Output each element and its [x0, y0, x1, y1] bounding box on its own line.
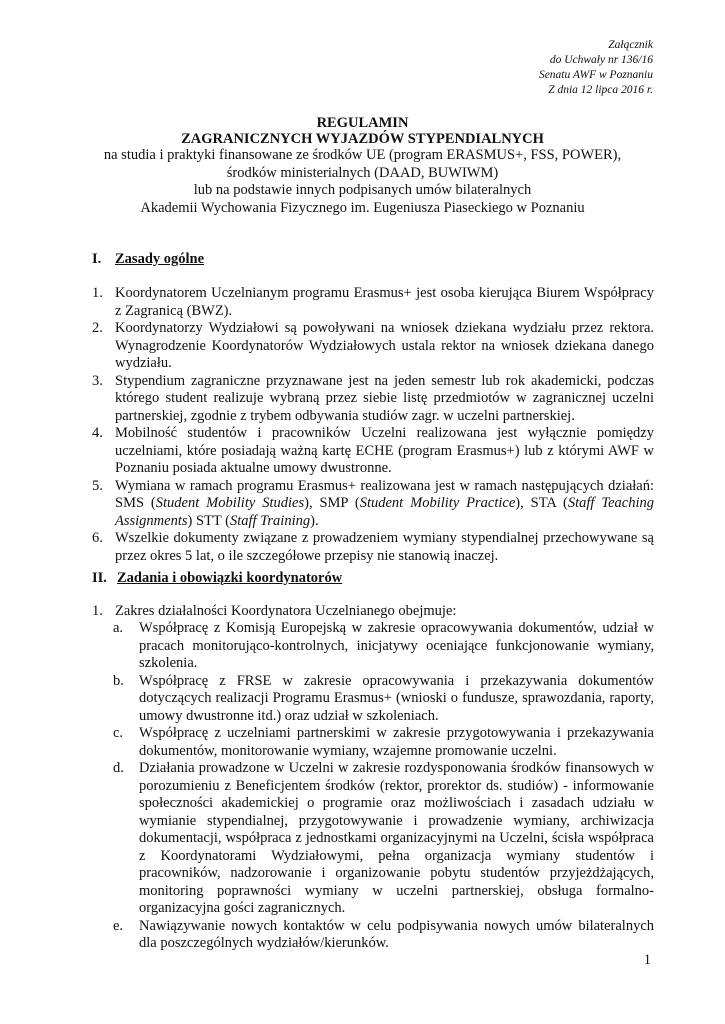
sub-item-text: Współpracę z uczelniami partnerskimi w zakresie przygotowywania i przekazywania dokumentów, monitorowanie wymiany, wzajemne promowanie uczelni.: [139, 725, 654, 759]
item-text: Koordynatorzy Wydziałowi są powoływani na wniosek dziekana wydziału przez rektora. Wynagrodzenie Koordynatorów Wydziałowych ustala rektor na wniosek dziekana danego wydziału.: [115, 320, 654, 371]
sub-item-letter: e.: [113, 917, 124, 934]
item-number: 3.: [92, 372, 103, 389]
item-text: Mobilność studentów i pracowników Uczelni realizowana jest wyłącznie pomiędzy uczelniami, które posiadają ważną kartę ECHE (program Erasmus+) lub z którymi AWF w Poznaniu posiada aktualne umowy dwustronne.: [115, 425, 654, 476]
item-number: 6.: [92, 530, 103, 546]
item-text: Koordynatorem Uczelnianym programu Erasmus+ jest osoba kierująca Biurem Współpracy z Zagranicą (BWZ).: [115, 285, 654, 319]
sub-list-item: [113, 673, 654, 726]
list-item: [92, 320, 654, 373]
section-heading-1: [92, 251, 204, 268]
annex-line: do Uchwały nr 136/16: [549, 54, 653, 66]
text-run: ), SMP (: [304, 495, 360, 511]
list-item: [92, 285, 654, 320]
section-title: Zasady ogólne: [115, 251, 205, 267]
item-number: 5.: [92, 477, 103, 494]
title-line: Akademii Wychowania Fizycznego im. Eugeniusza Piaseckiego w Poznaniu: [140, 199, 585, 216]
item-text: [115, 478, 654, 529]
section-heading-2: [92, 570, 342, 587]
italic-term: Staff Training: [229, 512, 311, 529]
sub-list-item: [113, 918, 654, 953]
sub-item-letter: b.: [113, 672, 124, 689]
sub-list-item: [113, 725, 654, 760]
sub-item-letter: d.: [113, 760, 124, 776]
page-number: 1: [643, 952, 651, 968]
annex-line: Senatu AWF w Poznaniu: [538, 69, 653, 81]
list-item: [92, 530, 654, 565]
item-text: Stypendium zagraniczne przyznawane jest na jeden semestr lub rok akademicki, podczas którego student realizuje wybraną przez siebie listę przedmiotów w zagranicznej uczelni partnerskiej, zgodnie z trybem odbywania studiów zagr. w uczelni partnerskiej.: [115, 372, 654, 424]
item-text: Zakres działalności Koordynatora Uczelnianego obejmuje:: [115, 603, 457, 619]
text-run: Wymiana w ramach programu Erasmus+ realizowana jest w ramach następujących działań: SMS (: [115, 477, 654, 511]
section-1-list: [92, 285, 654, 565]
section-title: Zadania i obowiązki koordynatorów: [117, 570, 343, 586]
document-title: REGULAMIN: [316, 115, 409, 131]
sub-item-text: Współpracę z Komisją Europejską w zakresie opracowywania dokumentów, udział w pracach monitorująco-kontrolnych, inicjatywy oceniające funkcjonowanie wymiany, szkolenia.: [139, 620, 654, 671]
sub-item-text: Nawiązywanie nowych kontaktów w celu podpisywania nowych umów bilateralnych dla poszczególnych wydziałów/kierunków.: [139, 917, 654, 951]
section-2-sublist: [113, 620, 654, 953]
list-item: [92, 603, 654, 621]
text-run: ) STT (: [187, 512, 230, 529]
sub-list-item: [113, 620, 654, 673]
section-2-list: [92, 603, 654, 621]
list-item: [92, 425, 654, 478]
item-number: 1.: [92, 603, 103, 619]
sub-item-letter: a.: [113, 620, 124, 636]
item-number: 4.: [92, 425, 103, 441]
annex-line: Załącznik: [608, 39, 653, 51]
italic-term: Student Mobility Studies: [155, 495, 305, 511]
sub-list-item: [113, 760, 654, 918]
section-number: II.: [92, 570, 107, 586]
document-subtitle: ZAGRANICZNYCH WYJAZDÓW STYPENDIALNYCH: [181, 131, 544, 147]
annex-line: Z dnia 12 lipca 2016 r.: [548, 84, 653, 96]
annex-note: [539, 38, 653, 98]
title-line: środków ministerialnych (DAAD, BUWIWM): [226, 164, 499, 181]
document-title-block: [0, 115, 725, 217]
list-item: [92, 478, 654, 531]
sub-item-letter: c.: [113, 725, 124, 741]
italic-term: Student Mobility Practice: [359, 495, 516, 511]
item-number: 1.: [92, 285, 103, 301]
title-line: lub na podstawie innych podpisanych umów bilateralnych: [193, 182, 532, 198]
item-text: Wszelkie dokumenty związane z prowadzeniem wymiany stypendialnej przechowywane są przez okres 5 lat, o ile szczegółowe przepisy nie stanowią inaczej.: [115, 530, 654, 564]
sub-item-text: Działania prowadzone w Uczelni w zakresie rozdysponowania środków finansowych w porozumieniu z Beneficjentem środków (rektor, prorektor ds. studiów) - informowanie społeczności akademickiej o programie oraz możliwościach i zasadach udziału w wymianie stypendialnej, przygotowywanie i prowadzenie wymiany, archiwizacja dokumentacji, współpraca z jednostkami organizacyjnymi na Uczelni, ścisła współpraca z Koordynatorami Wydziałowymi, pełna organizacja wymiany studentów i pracowników, nadzorowanie i organizowanie pobytu studentów przyjeżdżających, monitoring poprawności wymiany w uczelni partnerskiej, obsługa formalno-organizacyjna gości zagranicznych.: [139, 760, 654, 916]
item-number: 2.: [92, 320, 103, 336]
section-number: I.: [92, 251, 102, 267]
text-run: ), STA (: [515, 495, 568, 511]
italic-term: Staff Teaching Assignments: [115, 495, 654, 529]
title-line: na studia i praktyki finansowane ze środków UE (program ERASMUS+, FSS, POWER),: [103, 147, 622, 163]
text-run: ).: [310, 512, 319, 529]
sub-item-text: Współpracę z FRSE w zakresie opracowywania i przekazywania dokumentów dotyczących realizacji Programu Erasmus+ (wnioski o fundusze, sprawozdania, raporty, umowy dwustronne itd.) oraz udział w szkoleniach.: [139, 672, 654, 724]
list-item: [92, 373, 654, 426]
